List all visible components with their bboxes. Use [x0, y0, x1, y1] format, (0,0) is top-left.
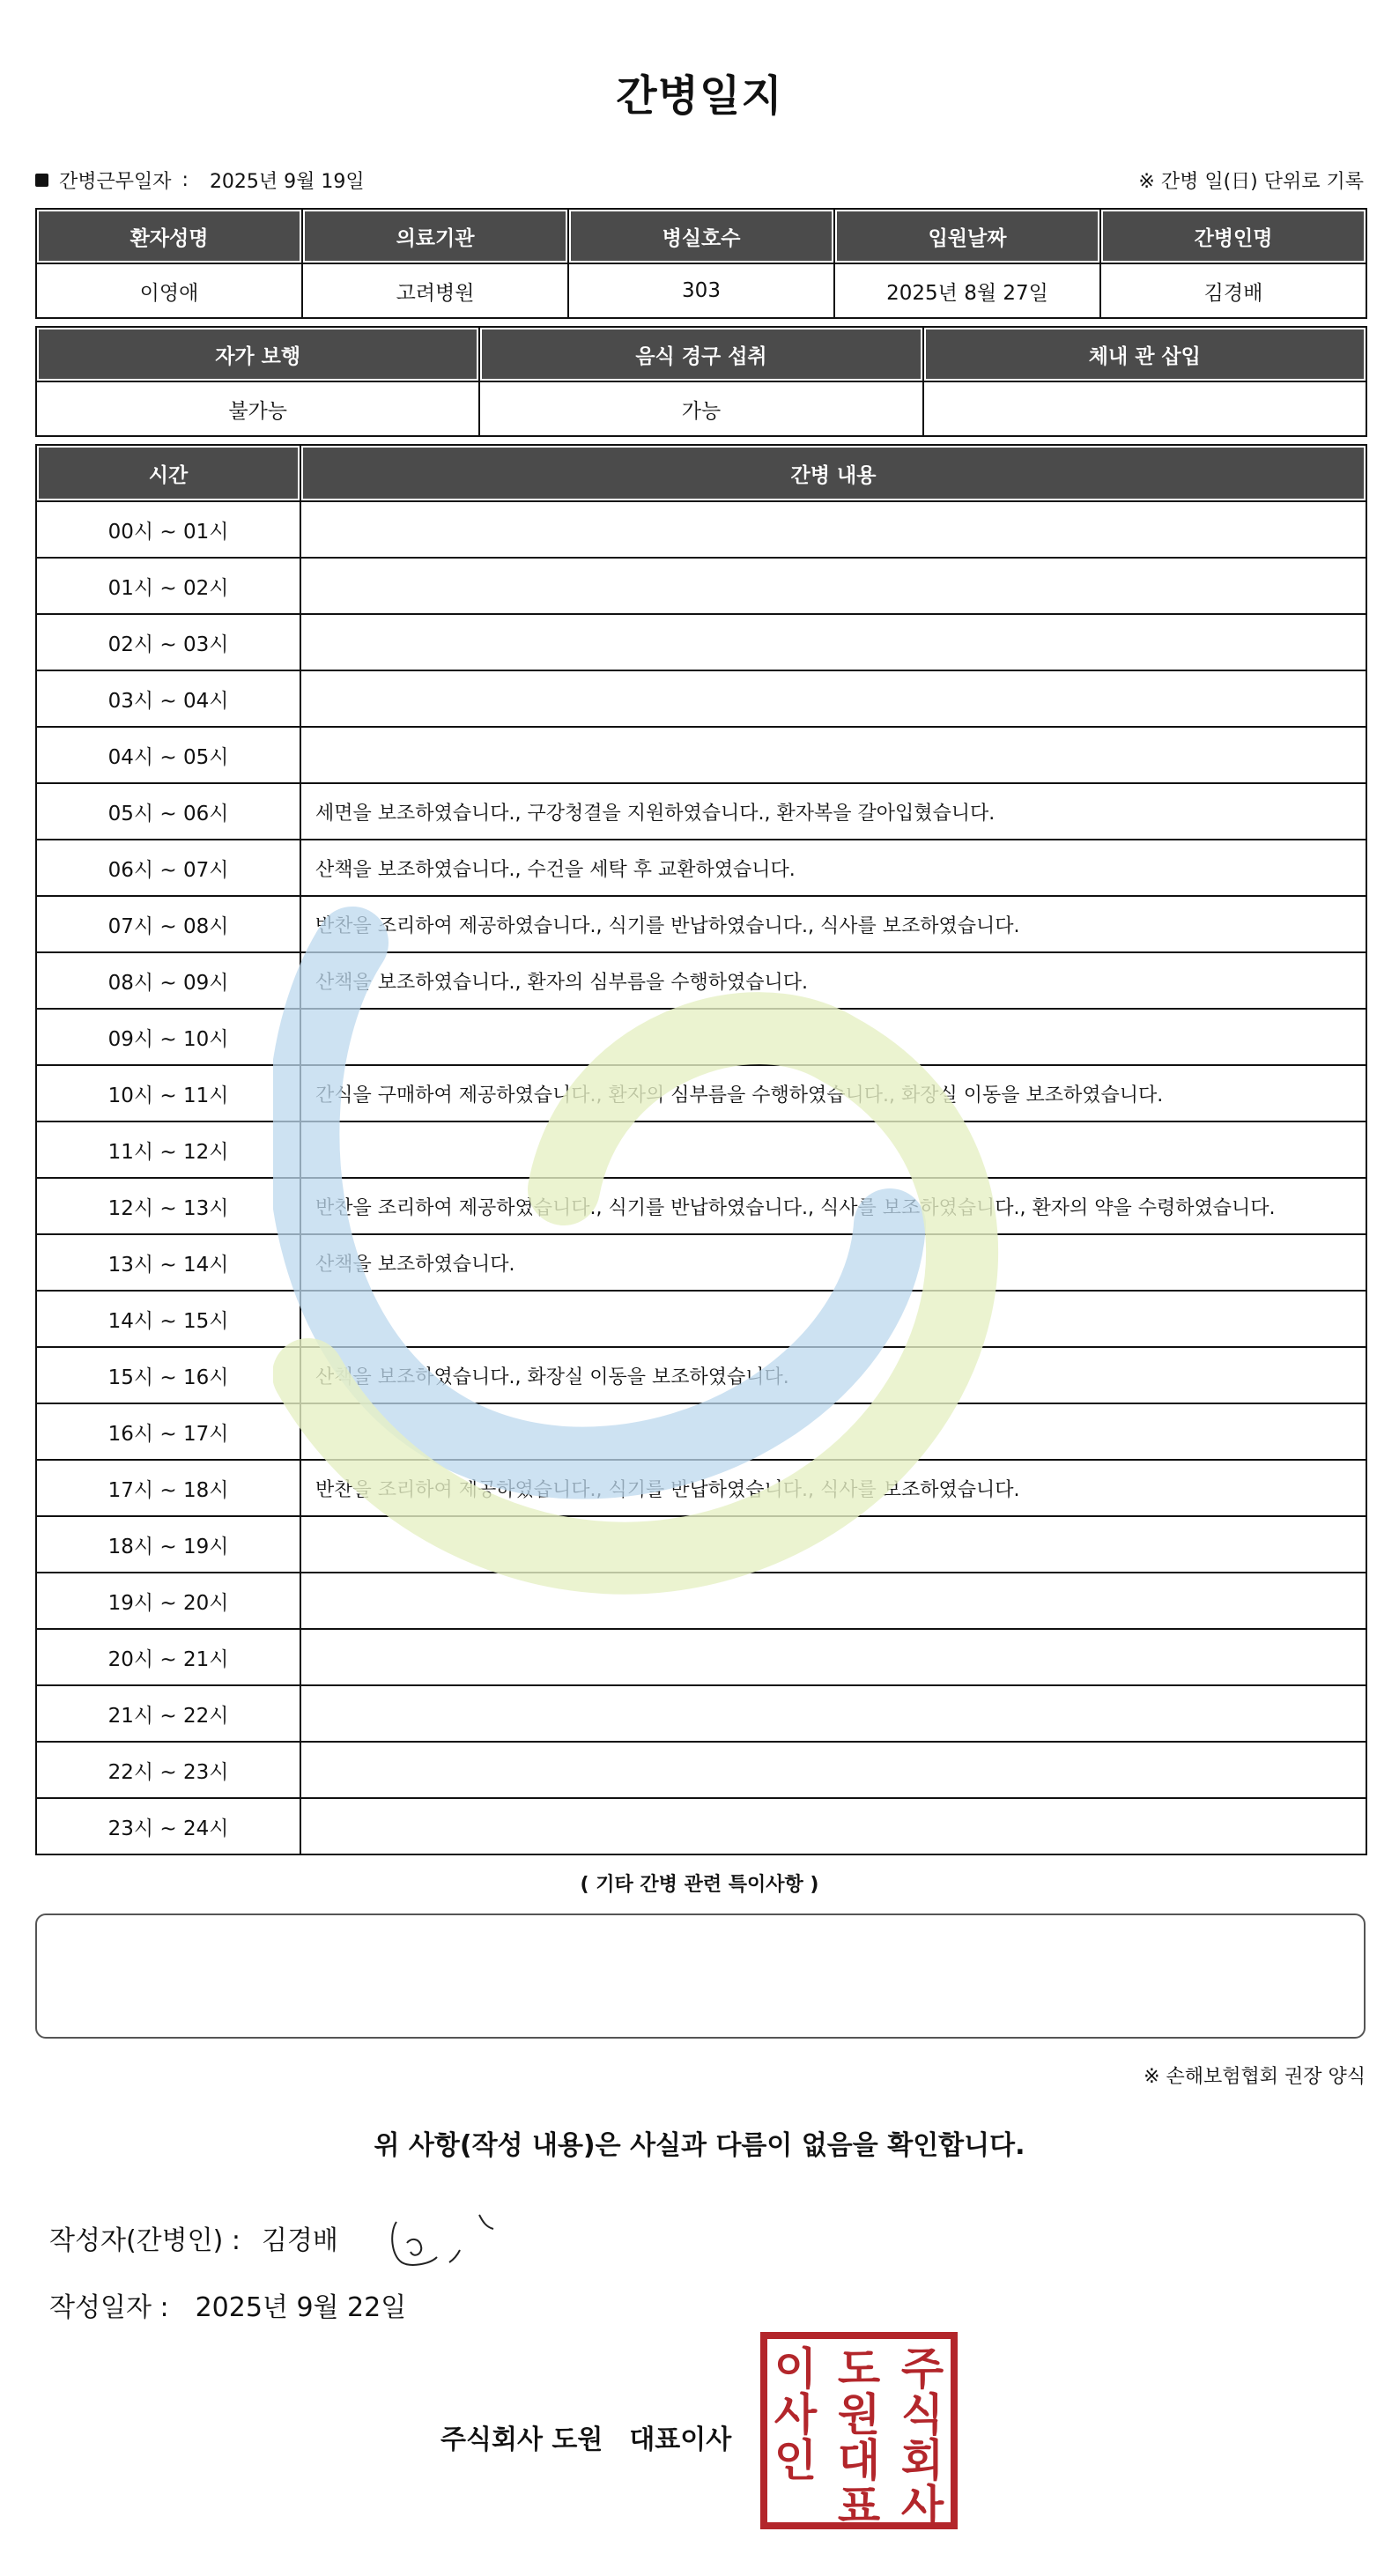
log-time-cell: 00시 ~ 01시 [37, 502, 301, 559]
log-content-cell: 산책을 보조하였습니다., 환자의 심부름을 수행하였습니다. [301, 953, 1367, 1010]
info-value-cell: 고려병원 [303, 264, 569, 319]
log-content-cell: 세면을 보조하였습니다., 구강청결을 지원하였습니다., 환자복을 갈아입혔습니다. [301, 784, 1367, 840]
log-content-cell [301, 1292, 1367, 1348]
handwritten-signature [384, 2208, 507, 2276]
log-content-cell [301, 1686, 1367, 1743]
log-time-cell: 16시 ~ 17시 [37, 1404, 301, 1461]
work-date-label: 간병근무일자 [59, 170, 172, 193]
log-header-content: 간병 내용 [301, 446, 1367, 502]
status-value-cell [924, 382, 1367, 437]
log-time-cell: 02시 ~ 03시 [37, 615, 301, 671]
info-header-cell: 의료기관 [303, 210, 569, 264]
log-header-time: 시간 [37, 446, 301, 502]
work-date-separator: : [181, 168, 189, 191]
company-line [440, 2417, 731, 2456]
log-time-cell: 09시 ~ 10시 [37, 1010, 301, 1066]
seal-char: 도 [837, 2343, 881, 2395]
log-content-cell [301, 615, 1367, 671]
log-content-cell [301, 1010, 1367, 1066]
log-content-cell: 산책을 보조하였습니다., 화장실 이동을 보조하였습니다. [301, 1348, 1367, 1404]
log-time-cell: 21시 ~ 22시 [37, 1686, 301, 1743]
status-value-cell: 가능 [480, 382, 923, 437]
info-value-cell: 2025년 8월 27일 [835, 264, 1101, 319]
log-time-cell: 12시 ~ 13시 [37, 1179, 301, 1235]
log-content-cell: 간식을 구매하여 제공하였습니다., 환자의 심부름을 수행하였습니다., 화장실 이동을 보조하였습니다. [301, 1066, 1367, 1122]
patient-status-table [35, 326, 1367, 437]
log-content-cell: 반찬을 조리하여 제공하였습니다., 식기를 반납하였습니다., 식사를 보조하였습니다. [301, 1461, 1367, 1517]
company-title: 대표이사 [629, 2424, 732, 2455]
log-content-cell [301, 1404, 1367, 1461]
special-notes-box[interactable] [35, 1913, 1366, 2039]
log-time-cell: 10시 ~ 11시 [37, 1066, 301, 1122]
log-time-cell: 20시 ~ 21시 [37, 1630, 301, 1686]
seal-char: 대 [837, 2435, 881, 2486]
info-value-cell: 김경배 [1101, 264, 1367, 319]
status-header-cell: 음식 경구 섭취 [480, 328, 923, 382]
log-content-cell: 반찬을 조리하여 제공하였습니다., 식기를 반납하였습니다., 식사를 보조하였습니다., 환자의 약을 수령하였습니다. [301, 1179, 1367, 1235]
log-time-cell: 13시 ~ 14시 [37, 1235, 301, 1292]
info-header-cell: 환자성명 [37, 210, 303, 264]
log-time-cell: 17시 ~ 18시 [37, 1461, 301, 1517]
log-content-cell [301, 728, 1367, 784]
notes-caption: ( 기타 간병 관련 특이사항 ) [580, 1874, 819, 1896]
log-content-cell [301, 1743, 1367, 1799]
log-time-cell: 23시 ~ 24시 [37, 1799, 301, 1855]
log-time-cell: 06시 ~ 07시 [37, 840, 301, 897]
seal-char: 인 [774, 2435, 818, 2486]
care-log-table [35, 444, 1367, 1855]
log-time-cell: 11시 ~ 12시 [37, 1122, 301, 1179]
info-header-cell: 병실호수 [569, 210, 835, 264]
written-date-line [49, 2285, 406, 2324]
writer-name: 김경배 [261, 2225, 338, 2256]
patient-info-table [35, 208, 1367, 319]
log-content-cell [301, 1122, 1367, 1179]
written-date-label: 작성일자 : [49, 2292, 169, 2323]
seal-char: 원 [837, 2389, 881, 2440]
log-time-cell: 15시 ~ 16시 [37, 1348, 301, 1404]
log-time-cell: 01시 ~ 02시 [37, 559, 301, 615]
work-date-value: 2025년 9월 19일 [209, 170, 365, 193]
info-header-cell: 간병인명 [1101, 210, 1367, 264]
header-row [35, 164, 1364, 196]
log-time-cell: 05시 ~ 06시 [37, 784, 301, 840]
written-date-value: 2025년 9월 22일 [195, 2292, 407, 2323]
log-content-cell [301, 559, 1367, 615]
log-time-cell: 08시 ~ 09시 [37, 953, 301, 1010]
log-content-cell [301, 1630, 1367, 1686]
log-time-cell: 18시 ~ 19시 [37, 1517, 301, 1573]
log-time-cell: 19시 ~ 20시 [37, 1573, 301, 1630]
seal-char: 식 [900, 2389, 944, 2440]
log-content-cell [301, 502, 1367, 559]
log-content-cell [301, 671, 1367, 728]
seal-char: 표 [837, 2481, 881, 2530]
seal-char: 사 [774, 2389, 818, 2440]
log-time-cell: 14시 ~ 15시 [37, 1292, 301, 1348]
company-name: 주식회사 도원 [440, 2424, 603, 2455]
status-header-cell: 자가 보행 [37, 328, 480, 382]
seal-char: 사 [900, 2481, 944, 2530]
recommend-note: ※ 손해보험협회 권장 양식 [1144, 2066, 1366, 2088]
page-title: 간병일지 [616, 71, 783, 121]
log-content-cell [301, 1573, 1367, 1630]
log-time-cell: 22시 ~ 23시 [37, 1743, 301, 1799]
company-seal-icon [759, 2331, 959, 2530]
confirmation-statement: 위 사항(작성 내용)은 사실과 다름이 없음을 확인합니다. [374, 2130, 1025, 2161]
log-content-cell: 산책을 보조하였습니다., 수건을 세탁 후 교환하였습니다. [301, 840, 1367, 897]
seal-char: 이 [774, 2343, 818, 2395]
log-content-cell: 산책을 보조하였습니다. [301, 1235, 1367, 1292]
writer-label: 작성자(간병인) : [49, 2225, 241, 2256]
status-value-cell: 불가능 [37, 382, 480, 437]
info-value-cell: 303 [569, 264, 835, 319]
info-value-cell: 이영애 [37, 264, 303, 319]
log-content-cell: 반찬을 조리하여 제공하였습니다., 식기를 반납하였습니다., 식사를 보조하였습니다. [301, 897, 1367, 953]
writer-line [49, 2218, 338, 2257]
info-header-cell: 입원날짜 [835, 210, 1101, 264]
log-content-cell [301, 1517, 1367, 1573]
bullet-icon [35, 174, 48, 187]
log-time-cell: 04시 ~ 05시 [37, 728, 301, 784]
log-time-cell: 07시 ~ 08시 [37, 897, 301, 953]
status-header-cell: 체내 관 삽입 [924, 328, 1367, 382]
seal-char: 회 [900, 2435, 944, 2486]
log-time-cell: 03시 ~ 04시 [37, 671, 301, 728]
log-content-cell [301, 1799, 1367, 1855]
seal-char: 주 [900, 2343, 944, 2395]
work-date [35, 167, 365, 194]
unit-note: ※ 간병 일(日) 단위로 기록 [1138, 170, 1364, 193]
